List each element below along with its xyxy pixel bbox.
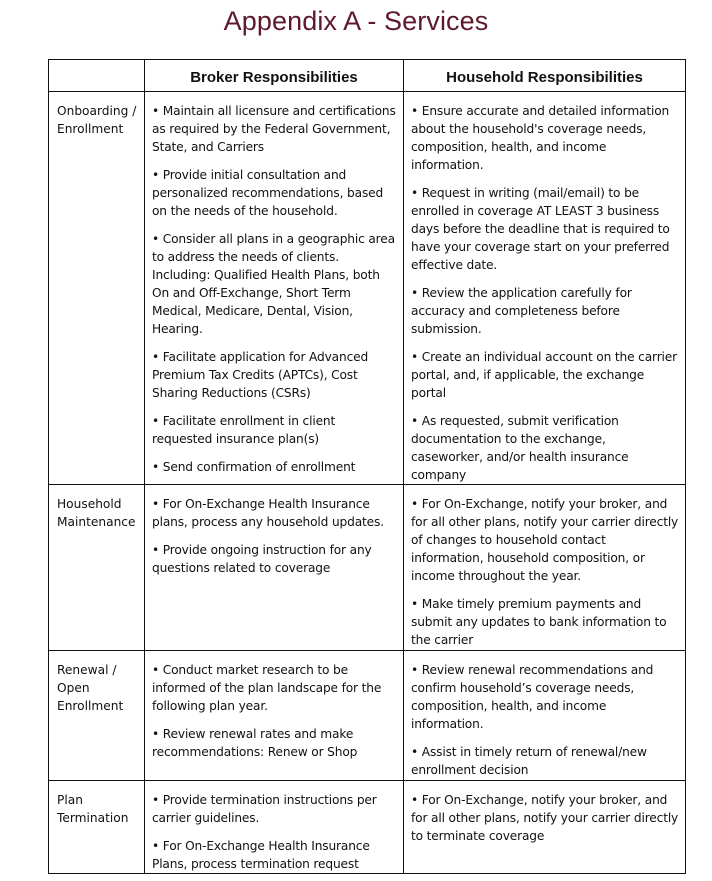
list-item: • Provide initial consultation and personalized recommendations, based on the needs of the household. — [152, 168, 384, 218]
header-row — [49, 60, 686, 92]
list-item: • As requested, submit verification documentation to the exchange, caseworker, and/or health insurance company — [411, 414, 629, 482]
list-item: • Facilitate enrollment in client requested insurance plan(s) — [152, 414, 336, 446]
list-item: • For On-Exchange Health Insurance Plans, process termination request — [152, 839, 370, 871]
list-item: • Consider all plans in a geographic area to address the needs of clients. Including: Qualified Health Plans, both On and Off-Exchange, Short Term Medical, Medicare, Dental, Vision, Hearing. — [152, 232, 395, 336]
broker-cell — [145, 651, 404, 781]
list-item: • For On-Exchange Health Insurance plans, process any household updates. — [152, 497, 384, 529]
household-cell — [404, 781, 686, 874]
header-broker: Broker Responsibilities — [145, 60, 404, 92]
header-stage — [49, 60, 145, 92]
stage-cell: Plan Termination — [49, 781, 145, 874]
list-item: • Assist in timely return of renewal/new enrollment decision — [411, 745, 647, 777]
household-cell — [404, 92, 686, 485]
stage-cell: Renewal / Open Enrollment — [49, 651, 145, 781]
services-table — [48, 59, 686, 874]
household-cell — [404, 651, 686, 781]
table-row-plan-termination — [49, 781, 686, 874]
stage-cell: Onboarding / Enrollment — [49, 92, 145, 485]
stage-cell: Household Maintenance — [49, 485, 145, 651]
list-item: • Ensure accurate and detailed information about the household's coverage needs, composition, health, and income information. — [411, 104, 670, 172]
list-item: • Provide ongoing instruction for any questions related to coverage — [152, 543, 372, 575]
header-household: Household Responsibilities — [404, 60, 686, 92]
list-item: • For On-Exchange, notify your broker, and for all other plans, notify your carrier directly to terminate coverage — [411, 793, 679, 843]
broker-cell — [145, 781, 404, 874]
page-title: Appendix A - Services — [223, 6, 489, 36]
list-item: • Facilitate application for Advanced Premium Tax Credits (APTCs), Cost Sharing Reductions (CSRs) — [152, 350, 369, 400]
list-item: • Review renewal recommendations and confirm household’s coverage needs, composition, health, and income information. — [411, 663, 654, 731]
table-row-onboarding — [49, 92, 686, 485]
list-item: • For On-Exchange, notify your broker, and for all other plans, notify your carrier directly of changes to household contact information, household composition, or income throughout the year. — [411, 497, 679, 583]
list-item: • Make timely premium payments and submit any updates to bank information to the carrier — [411, 597, 667, 647]
broker-cell — [145, 485, 404, 651]
list-item: • Send confirmation of enrollment — [152, 460, 356, 474]
list-item: • Conduct market research to be informed of the plan landscape for the following plan year. — [152, 663, 382, 713]
list-item: • Review renewal rates and make recommendations: Renew or Shop — [152, 727, 358, 759]
table-row-renewal — [49, 651, 686, 781]
household-cell — [404, 485, 686, 651]
list-item: • Maintain all licensure and certifications as required by the Federal Government, State, and Carriers — [152, 104, 396, 154]
list-item: • Provide termination instructions per carrier guidelines. — [152, 793, 377, 825]
list-item: • Create an individual account on the carrier portal, and, if applicable, the exchange portal — [411, 350, 677, 400]
list-item: • Request in writing (mail/email) to be enrolled in coverage AT LEAST 3 business days before the deadline that is required to have your coverage start on your preferred effective date. — [411, 186, 670, 272]
table-row-household-maintenance — [49, 485, 686, 651]
list-item: • Review the application carefully for accuracy and completeness before submission. — [411, 286, 632, 336]
broker-cell — [145, 92, 404, 485]
